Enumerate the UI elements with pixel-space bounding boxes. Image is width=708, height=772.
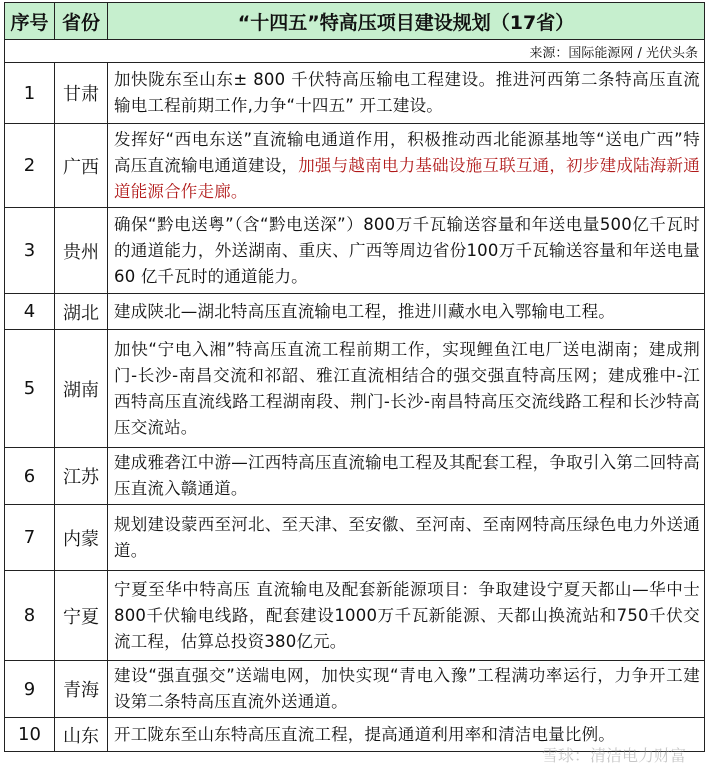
row-index: 2 (5, 124, 55, 208)
plan-table (4, 2, 705, 752)
row-index: 3 (5, 208, 55, 294)
row-plan (108, 330, 705, 448)
table-row (5, 124, 705, 208)
row-index: 9 (5, 661, 55, 718)
header-title: “十四五”特高压项目建设规划（17省） (108, 3, 705, 40)
row-plan-text: 建成雅砻江中游—江西特高压直流输电工程及其配套工程，争取引入第二回特高压直流入赣通道。 (114, 453, 700, 498)
row-province: 内蒙 (55, 505, 108, 571)
row-plan-text: 建成陕北—湖北特高压直流输电工程，推进川藏水电入鄂输电工程。 (114, 301, 615, 321)
row-plan (108, 661, 705, 718)
row-plan-highlight: 加强与越南电力基础设施互联互通，初步建成陆海新通道能源合作走廊。 (114, 155, 700, 201)
row-province: 宁夏 (55, 571, 108, 661)
row-province: 山东 (55, 718, 108, 752)
row-province: 甘肃 (55, 63, 108, 124)
row-plan-text: 开工陇东至山东特高压直流工程，提高通道利用率和清洁电量比例。 (114, 724, 615, 744)
row-plan-text: 发挥好“西电东送”直流输电通道作用，积极推动西北能源基地等“送电广西”特高压直流输电通道建设， (114, 129, 700, 175)
row-plan-text: 建设“强直强交”送端电网，加快实现“青电入豫”工程满功率运行，力争开工建设第二条特高压直流外送通道。 (114, 666, 700, 711)
row-index: 4 (5, 294, 55, 330)
row-index: 1 (5, 63, 55, 124)
row-plan-text: 确保“黔电送粤”（含“黔电送深”）800万千瓦输送容量和年送电量500亿千瓦时的通道能力，外送湖南、重庆、广西等周边省份100万千瓦输送容量和年送电量 60 亿千瓦时的通道能力。 (114, 214, 700, 286)
row-plan-text: 加快“宁电入湘”特高压直流工程前期工作，实现鲤鱼江电厂送电湖南；建成荆门-长沙-南昌交流和祁韶、雅江直流相结合的强交强直特高压网；建成雅中-江西特高压直流线路工程湖南段、荆门-长沙-南昌特高压交流线路工程和长沙特高压交流站。 (114, 339, 700, 437)
table-row (5, 330, 705, 448)
table-row (5, 208, 705, 294)
row-plan (108, 208, 705, 294)
row-plan (108, 448, 705, 505)
row-plan (108, 505, 705, 571)
row-index: 7 (5, 505, 55, 571)
header-index: 序号 (5, 3, 55, 40)
row-plan (108, 294, 705, 330)
row-index: 5 (5, 330, 55, 448)
table-row (5, 448, 705, 505)
row-plan (108, 63, 705, 124)
watermark: 雪球：清洁电力财富 (541, 746, 686, 765)
row-province: 江苏 (55, 448, 108, 505)
row-index: 10 (5, 718, 55, 752)
header-row (5, 3, 705, 40)
row-plan-text: 规划建设蒙西至河北、至天津、至安徽、至河南、至南网特高压绿色电力外送通道。 (114, 514, 700, 560)
table-row (5, 661, 705, 718)
table-row (5, 505, 705, 571)
source-note: 来源：国际能源网 / 光伏头条 (5, 40, 705, 63)
row-index: 6 (5, 448, 55, 505)
row-plan (108, 124, 705, 208)
header-province: 省份 (55, 3, 108, 40)
row-province: 湖北 (55, 294, 108, 330)
table-row (5, 63, 705, 124)
row-plan-text: 加快陇东至山东± 800 千伏特高压输电工程建设。推进河西第二条特高压直流输电工程前期工作,力争“十四五” 开工建设。 (114, 70, 700, 115)
source-row (5, 40, 705, 63)
table-row (5, 571, 705, 661)
row-plan-text: 宁夏至华中特高压 直流输电及配套新能源项目：争取建设宁夏天都山—华中士800千伏输电线路，配套建设1000万千瓦新能源、天都山换流站和750千伏交流工程，估算总投资380亿元。 (114, 579, 700, 651)
table-row (5, 294, 705, 330)
row-index: 8 (5, 571, 55, 661)
row-plan (108, 571, 705, 661)
row-province: 湖南 (55, 330, 108, 448)
row-province: 广西 (55, 124, 108, 208)
row-province: 贵州 (55, 208, 108, 294)
row-province: 青海 (55, 661, 108, 718)
